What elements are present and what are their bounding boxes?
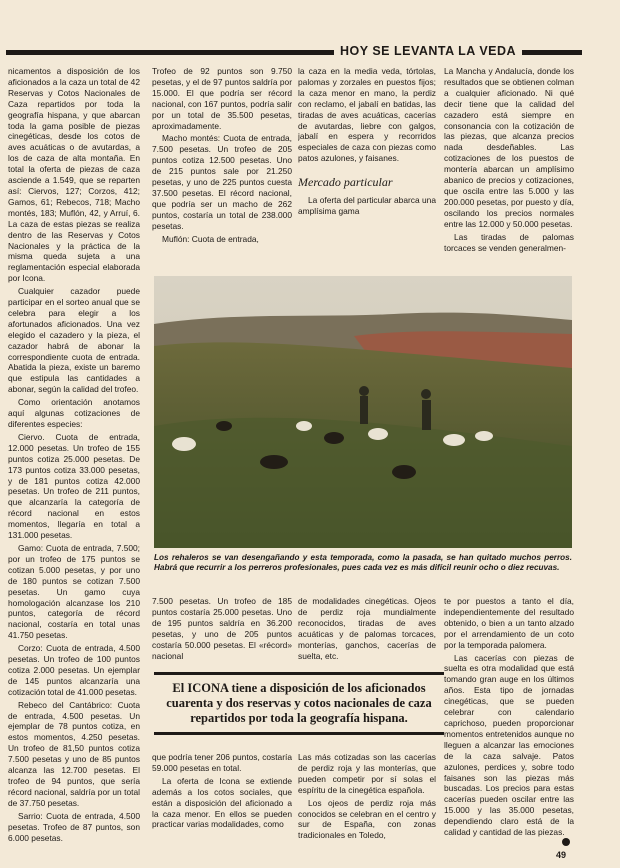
paragraph: Las cacerías con piezas de suelta es otra modalidad que está tomando gran auge en los últimos años. Esta tipo de jornadas cinegéticas, que se pueden celebrar con calendario caprichoso, pueden proporcionar momentos entretenidos aunque no lleguen a alcanzar las emociones de la caza salvaje. Patos azulones, perdices y, sobre todo faisanes son las piezas más buscadas. Los precios para estas cacerías pueden oscilar entre las 15.000 y las 35.000 pesetas, dependiendo claro está de la calidad y cantidad de las piezas. xyxy=(444,652,574,838)
paragraph: Muflón: Cuota de entrada, xyxy=(162,233,259,244)
column-4-bottom xyxy=(444,596,574,866)
section-title: HOY SE LEVANTA LA VEDA xyxy=(340,44,517,58)
paragraph: Como orientación anotamos aquí algunas cotizaciones de diferentes especies: xyxy=(8,397,140,429)
hunting-photo xyxy=(154,276,572,548)
paragraph: nicamentos a disposición de los aficionados a la caza un total de 42 Reservas y Cotos Nacionales de Caza repartidos por toda la geografía hispana, y que abarcan toda la gama posible de piezas cinegéticas, desde los cotos de aves acuáticas o de avutardas, a los de caza de alta montaña. En total la oferta de piezas de caza asciende a 1.549, que se reparten así: Ciervos, 127; Corzos, 412; Gamos, 61; Rebecos, 718; Macho montés, 183; Muflón, 42, y Arruí, 6. La caza de estas piezas se realiza dentro de las Reservas y Cotos Nacionales y la práctica de la misma queda sujeta a una reglamentación especial elaborada por Icona. xyxy=(8,66,140,284)
end-mark xyxy=(562,838,570,846)
paragraph: Ciervo. Cuota de entrada, 12.000 pesetas. Un trofeo de 155 puntos cotiza 25.000 pesetas. De 173 puntos cotiza 33.000 pesetas, y de 181 puntos cotiza 42.000 pesetas. Un trofeo de 211 puntos, que alcanzaría la categoría de récord nacional en estos momentos, llegaría en total a 131.000 pesetas. xyxy=(8,431,140,541)
paragraph: Sarrio: Cuota de entrada, 4.500 pesetas. Trofeo de 87 puntos, son 6.000 pesetas. xyxy=(8,810,140,843)
photo-caption: Los rehaleros se van desengañando y esta temporada, como la pasada, se han quitado muchos perros. Habrá que recurrir a los perreros profesionales, pues cada vez es más difícil reunir ocho o diez recuvas. xyxy=(154,553,572,572)
paragraph: la caza en la media veda, tórtolas, palomas y zorzales en puestos fijos; la caza menor en mano, la perdiz con reclamo, el jabalí en batidas, las tiradas de aves acuáticas, cacerías de avutardas, liebre con galgos, jabalí en espera y recorridos especiales de caza con piezas como patos azulones, y faisanes. xyxy=(298,66,436,164)
header-rule-left xyxy=(6,50,334,55)
paragraph: Cualquier cazador puede participar en el sorteo anual que se celebra para elegir a los afortunados aficionados. Una vez elegido el cazadero y la pieza, el cazador habrá de abonar la correspondiente cuota de entrada. Abatida la pieza, existe un baremo que estipula las cantidades a abonar, según la calidad del trofeo. xyxy=(8,286,140,395)
paragraph: que podría tener 206 puntos, costaría 59.000 pesetas en total. xyxy=(152,752,292,773)
paragraph: Los ojeos de perdiz roja más conocidos se celebran en el centro y sur de España, con zonas tradicionales en Toledo, xyxy=(298,797,436,841)
paragraph: te por puestos a tanto el día, independientemente del resultado obtenido, o bien a un tanto alzado por el arrendamiento de un coto por la temporada palomera. xyxy=(444,596,574,650)
subheading: Mercado particular xyxy=(298,175,393,190)
column-4-top xyxy=(444,66,574,266)
column-1 xyxy=(8,66,140,866)
paragraph: Macho montés: Cuota de entrada, 7.500 pesetas. Un trofeo de 205 puntos cotiza 12.500 pesetas. Uno de 215 puntos sale por 21.250 pesetas, y uno de 225 puntos cuesta 37.500 pesetas. El récord nacional, que podría ser un macho de 262 puntos, costaría un total de 238.000 pesetas. xyxy=(152,133,292,231)
pull-quote: El ICONA tiene a disposición de los aficionados cuarenta y dos reservas y cotos nacionales de caza repartidos por toda la geografía hispana. xyxy=(154,672,444,735)
column-3-top xyxy=(298,66,436,266)
paragraph: Las tiradas de palomas torcaces se venden generalmen- xyxy=(444,231,574,253)
paragraph: La oferta del particular abarca una amplísima gama xyxy=(298,195,436,217)
page-number: 49 xyxy=(556,850,567,860)
header-rule-right xyxy=(522,50,582,55)
column-2-top xyxy=(152,66,292,266)
column-2-middle xyxy=(152,596,292,664)
paragraph: Las más cotizadas son las cacerías de perdiz roja y las monterías, que pueden competir por sí solas el espíritu de la cinegética española. xyxy=(298,752,436,795)
paragraph: Corzo: Cuota de entrada, 4.500 pesetas. Un trofeo de 100 puntos cotiza 2.000 pesetas. Un ejemplar de 145 puntos alcanzaría una cotización total de 41.000 pesetas. xyxy=(8,643,140,697)
paragraph: La oferta de Icona se extiende además a los cotos sociales, que están a disposición del aficionado a la caza menor. En ellos se pueden practicar varias modalidades, como xyxy=(152,775,292,830)
column-2-bottom xyxy=(152,752,292,866)
paragraph: La Mancha y Andalucía, donde los resultados que se obtienen colman a cualquier aficionado. Ni qué decir tiene que la calidad del cazadero está siempre en consonancia con la cotización de las piezas, que alcanza precios nada desdeñables. Las cotizaciones de los puestos de montería abarcan un amplísimo abanico de precios y cotizaciones, que oscila entre las 5.000 y las 200.000 pesetas, por puesto y día, oscilando los precios normales entre las 12.000 y 50.000 pesetas. xyxy=(444,66,574,229)
section-header xyxy=(6,44,614,60)
paragraph: Gamo: Cuota de entrada, 7.500; por un trofeo de 175 puntos se cotizan 5.000 pesetas, y por uno de 180 puntos se cotizan 7.500 pesetas. Un gamo cuya homologación alcanzase los 210 puntos, categoría de récord nacional, costaría en total unas 41.750 pesetas. xyxy=(8,542,140,641)
column-3-bottom xyxy=(298,752,436,866)
paragraph: Rebeco del Cantábrico: Cuota de entrada, 4.500 pesetas. Un ejemplar de 78 puntos cotiza, en estos momentos, 4.250 pesetas. Un trofeo de 81,50 puntos cotiza 7.500 pesetas y uno de 85 puntos alcanza las 12.700 pesetas. El trofeo de 94 puntos, que sería récord nacional, saldría por un total de 37.750 pesetas. xyxy=(8,699,140,808)
paragraph: de modalidades cinegéticas. Ojeos de perdiz roja mundialmente reconocidos, tiradas de aves acuáticas y de palomas torcaces, monterías, ganchos, cacerías de suelta, etc. xyxy=(298,596,436,661)
paragraph: 7.500 pesetas. Un trofeo de 185 puntos costaría 25.000 pesetas. Uno de 195 puntos saldría en 36.200 pesetas, y uno de 205 puntos costaría 50.000 pesetas. El «récord» nacional xyxy=(152,596,292,661)
hunting-scene-illustration xyxy=(154,276,572,548)
paragraph: Trofeo de 92 puntos son 9.750 pesetas, y el de 97 puntos saldría por 15.000. El que podría ser récord nacional, con 167 puntos, podría salir por un total de 35.500 pesetas, aproximadamente. xyxy=(152,66,292,131)
